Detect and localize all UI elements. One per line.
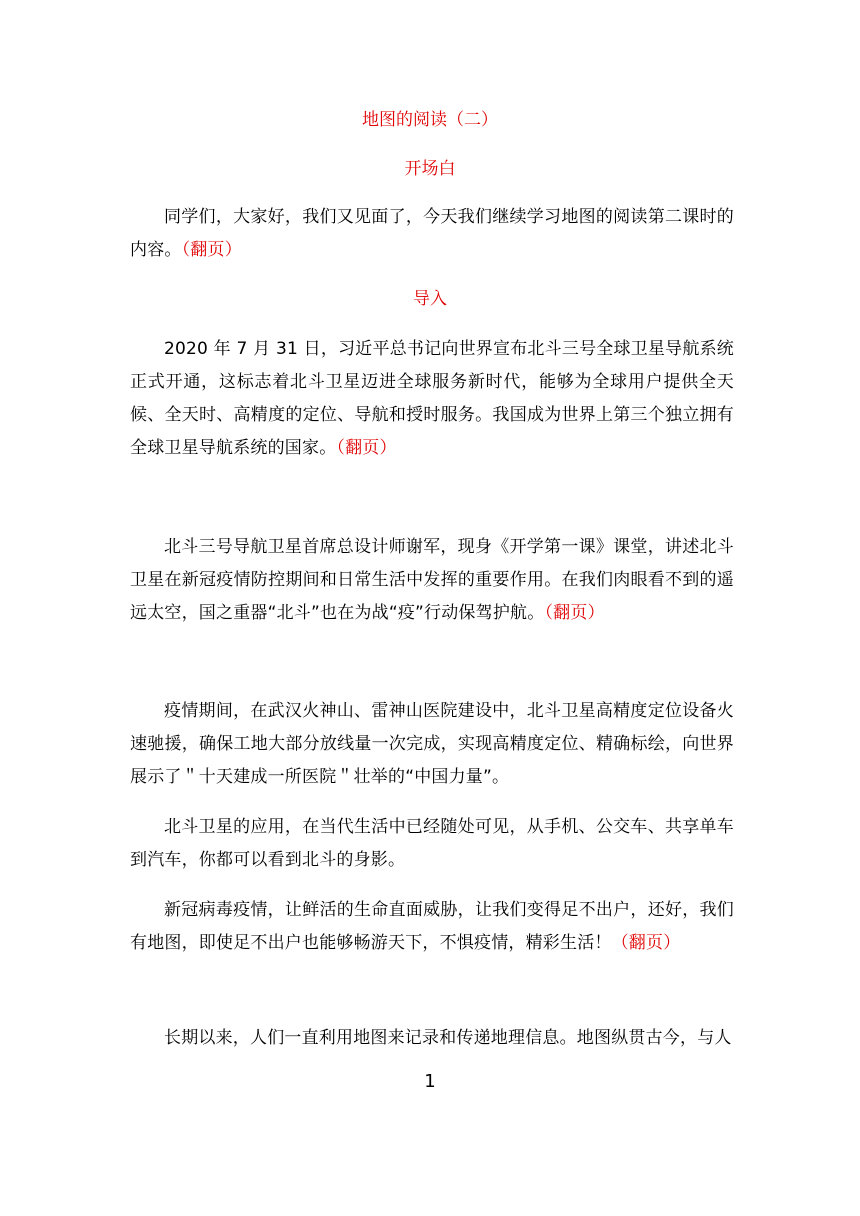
document-title: 地图的阅读（二） <box>362 110 498 130</box>
page-turn-note: （翻页） <box>336 438 397 458</box>
paragraph-beidou-launch <box>130 333 734 465</box>
paragraph-text: 北斗卫星的应用，在当代生活中已经随处可见，从手机、公交车、共享单车到汽车，你都可以看到北斗的身影。 <box>130 817 734 870</box>
paragraph-hospital-construction <box>130 695 734 794</box>
paragraph-text: 北斗三号导航卫星首席总设计师谢军，现身《开学第一课》课堂，讲述北斗卫星在新冠疫情防控期间和日常生活中发挥的重要作用。在我们肉眼看不到的遥远太空，国之重器“北斗”也在为战“疫”行动保驾护航。 <box>130 537 734 623</box>
paragraph-text: 同学们，大家好，我们又见面了，今天我们继续学习地图的阅读第二课时的内容。 <box>130 207 734 260</box>
section-heading-intro: 导入 <box>413 289 447 309</box>
paragraph-text: 疫情期间，在武汉火神山、雷神山医院建设中，北斗卫星高精度定位设备火速驰援，确保工地大部分放线量一次完成，实现高精度定位、精确标绘，向世界展示了＂十天建成一所医院＂壮举的“中国力量”。 <box>130 701 734 787</box>
page-turn-note: （翻页） <box>611 933 681 953</box>
page-number: 1 <box>424 1071 436 1092</box>
section-heading-opening: 开场白 <box>404 159 456 179</box>
page-turn-note: （翻页） <box>181 240 242 260</box>
paragraph-xie-jun <box>130 531 734 630</box>
page-turn-note: （翻页） <box>544 603 605 623</box>
paragraph-beidou-applications <box>130 811 734 877</box>
paragraph-maps-history <box>130 1022 734 1055</box>
paragraph-text: 新冠病毒疫情，让鲜活的生命直面威胁，让我们变得足不出户，还好，我们有地图，即使足不出户也能够畅游天下，不惧疫情，精彩生活！ <box>130 900 734 953</box>
paragraph-text: 长期以来，人们一直利用地图来记录和传递地理信息。地图纵贯古今，与人 <box>164 1028 732 1048</box>
paragraph-epidemic-maps <box>130 894 734 960</box>
paragraph-opening <box>130 201 734 267</box>
paragraph-text: 2020 年 7 月 31 日，习近平总书记向世界宣布北斗三号全球卫星导航系统正式开通，这标志着北斗卫星迈进全球服务新时代，能够为全球用户提供全天候、全天时、高精度的定位、导航和授时服务。我国成为世界上第三个独立拥有全球卫星导航系统的国家。 <box>130 339 734 458</box>
